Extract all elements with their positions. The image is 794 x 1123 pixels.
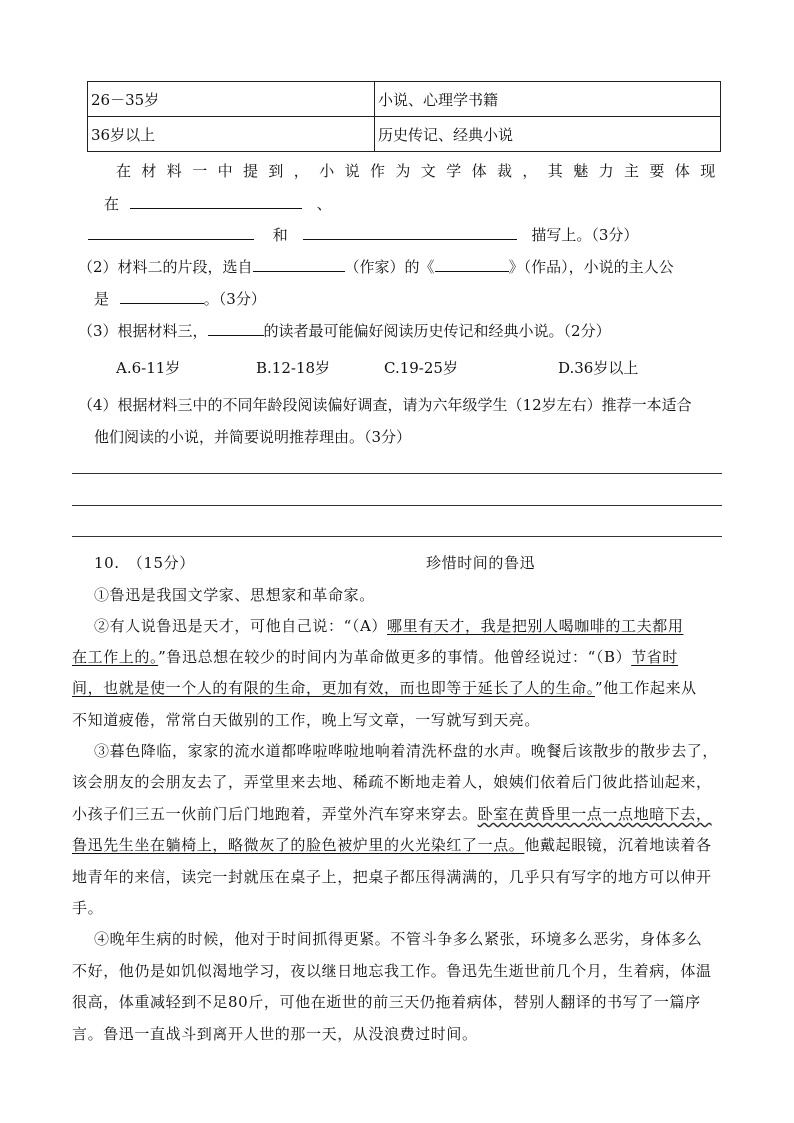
q3-prefix: （3）根据材料三，	[78, 322, 208, 340]
passage-p4-line4: 言。鲁迅一直战斗到离开人世的那一天，从没浪费过时间。	[72, 1025, 478, 1043]
work-blank[interactable]	[435, 255, 509, 272]
passage-p3-line5: 地青年的来信，读完一封就压在桌子上，把桌子都压得满满的，几乎只有写字的地方可以伸开	[72, 868, 712, 886]
passage-p3-line2: 该会朋友的会朋友去了，弄堂里来去地、稀疏不断地走着人，娘姨们依着后门彼此搭讪起来，	[72, 773, 712, 791]
q10-number: 10. （15分）	[94, 554, 195, 572]
table-cell-age: 26－35岁	[88, 82, 375, 117]
passage-p2-line3	[72, 677, 697, 698]
passage-p2-line2	[72, 646, 678, 667]
answer-line[interactable]	[72, 505, 722, 506]
q2-text-1: （2）材料二的片段，选自	[78, 258, 253, 276]
q1-line3	[88, 223, 638, 245]
table-row	[88, 82, 721, 117]
underlined-quote-a: 在工作上的。	[72, 648, 159, 666]
underlined-quote-a: 哪里有天才，我是把别人喝咖啡的工夫都用	[387, 617, 684, 635]
q3-option-a[interactable]: A.6-11岁	[116, 359, 181, 377]
wavy-underlined-sentence: 卧室在黄昏里一点一点地暗下去，	[477, 805, 712, 823]
protagonist-blank[interactable]	[120, 287, 204, 304]
passage-p3-line6: 手。	[72, 899, 104, 917]
passage-p4-line1: ④晚年生病的时候，他对于时间抓得更紧。不管斗争多么紧张，环境多么恶劣，身体多么	[94, 930, 703, 948]
q2-text-3: 》（作品），小说的主人公	[508, 258, 674, 276]
table-row	[88, 117, 721, 152]
table-cell-preference: 小说、心理学书籍	[375, 82, 721, 117]
underlined-sentence: 鲁迅先生坐在躺椅上，略微灰了的脸色被炉里的火光染红了一点。	[72, 836, 525, 854]
q2-line2	[94, 287, 266, 309]
p2-text: ②有人说鲁迅是天才，可他自己说：“（A）	[94, 617, 388, 635]
q1-tail: 描写上。（3分）	[531, 226, 639, 244]
reading-preference-table	[87, 81, 721, 152]
answer-line[interactable]	[72, 536, 722, 537]
q4-line2: 他们阅读的小说，并简要说明推荐理由。（3分）	[94, 428, 412, 446]
q1-line1: 在材料一中提到，小说作为文学体裁，其魅力主要体现	[116, 162, 726, 180]
author-blank[interactable]	[253, 255, 345, 272]
passage-p1: ①鲁迅是我国文学家、思想家和革命家。	[94, 586, 375, 604]
q1-separator: 、	[316, 195, 332, 213]
underlined-quote-b: 节省时	[631, 648, 678, 666]
answer-blank[interactable]	[303, 223, 517, 240]
q1-line2	[104, 192, 332, 214]
q2-line2-prefix: 是	[94, 290, 110, 308]
q3-line	[78, 319, 611, 341]
underlined-quote-b: 间，也就是使一个人的有限的生命，更加有效，而也即等于延长了人的生命。	[72, 679, 595, 697]
q3-option-b[interactable]: B.12-18岁	[256, 359, 331, 377]
answer-blank[interactable]	[88, 223, 254, 240]
q1-and: 和	[272, 226, 288, 244]
q3-option-c[interactable]: C.19-25岁	[384, 359, 458, 377]
passage-p4-line3: 很高，体重减轻到不足80斤，可他在逝世的前三天仍拖着病体，替别人翻译的书写了一篇序	[72, 993, 701, 1011]
passage-p3-line3	[72, 803, 712, 824]
table-cell-preference: 历史传记、经典小说	[375, 117, 721, 152]
p2-text: ”他工作起来从	[594, 679, 697, 697]
answer-blank[interactable]	[130, 192, 302, 209]
q2-line1	[78, 255, 674, 277]
answer-line[interactable]	[72, 473, 722, 474]
passage-p3-line4	[72, 834, 712, 855]
p2-text: ”鲁迅总想在较少的时间内为革命做更多的事情。他曾经说过：“（B）	[158, 648, 632, 666]
q1-line2-prefix: 在	[104, 195, 120, 213]
passage-p2-line4: 不知道疲倦，常常白天做别的工作，晚上写文章，一写就写到天亮。	[72, 711, 541, 729]
passage-p3-line1: ③暮色降临，家家的流水道都哗啦哗啦地响着清洗杯盘的水声。晚餐后该散步的散步去了，	[94, 742, 719, 760]
q4-line1: （4）根据材料三中的不同年龄段阅读偏好调查，请为六年级学生（12岁左右）推荐一本适合	[78, 396, 692, 414]
passage-p2-line1	[94, 615, 683, 636]
p3-text: 小孩子们三五一伙前门后门地跑着，弄堂外汽车穿来穿去。	[72, 805, 478, 823]
table-cell-age: 36岁以上	[88, 117, 375, 152]
p3-text: 他戴起眼镜，沉着地读着各	[524, 836, 712, 854]
passage-p4-line2: 不好，他仍是如饥似渴地学习，夜以继日地忘我工作。鲁迅先生逝世前几个月，生着病，体温	[72, 962, 712, 980]
passage-title: 珍惜时间的鲁迅	[426, 554, 536, 572]
q2-line2-tail: 。（3分）	[203, 290, 266, 308]
q2-text-2: （作家）的《	[344, 258, 435, 276]
q3-option-d[interactable]: D.36岁以上	[558, 359, 639, 377]
q3-tail: 的读者最可能偏好阅读历史传记和经典小说。（2分）	[263, 322, 611, 340]
age-blank[interactable]	[208, 319, 264, 336]
